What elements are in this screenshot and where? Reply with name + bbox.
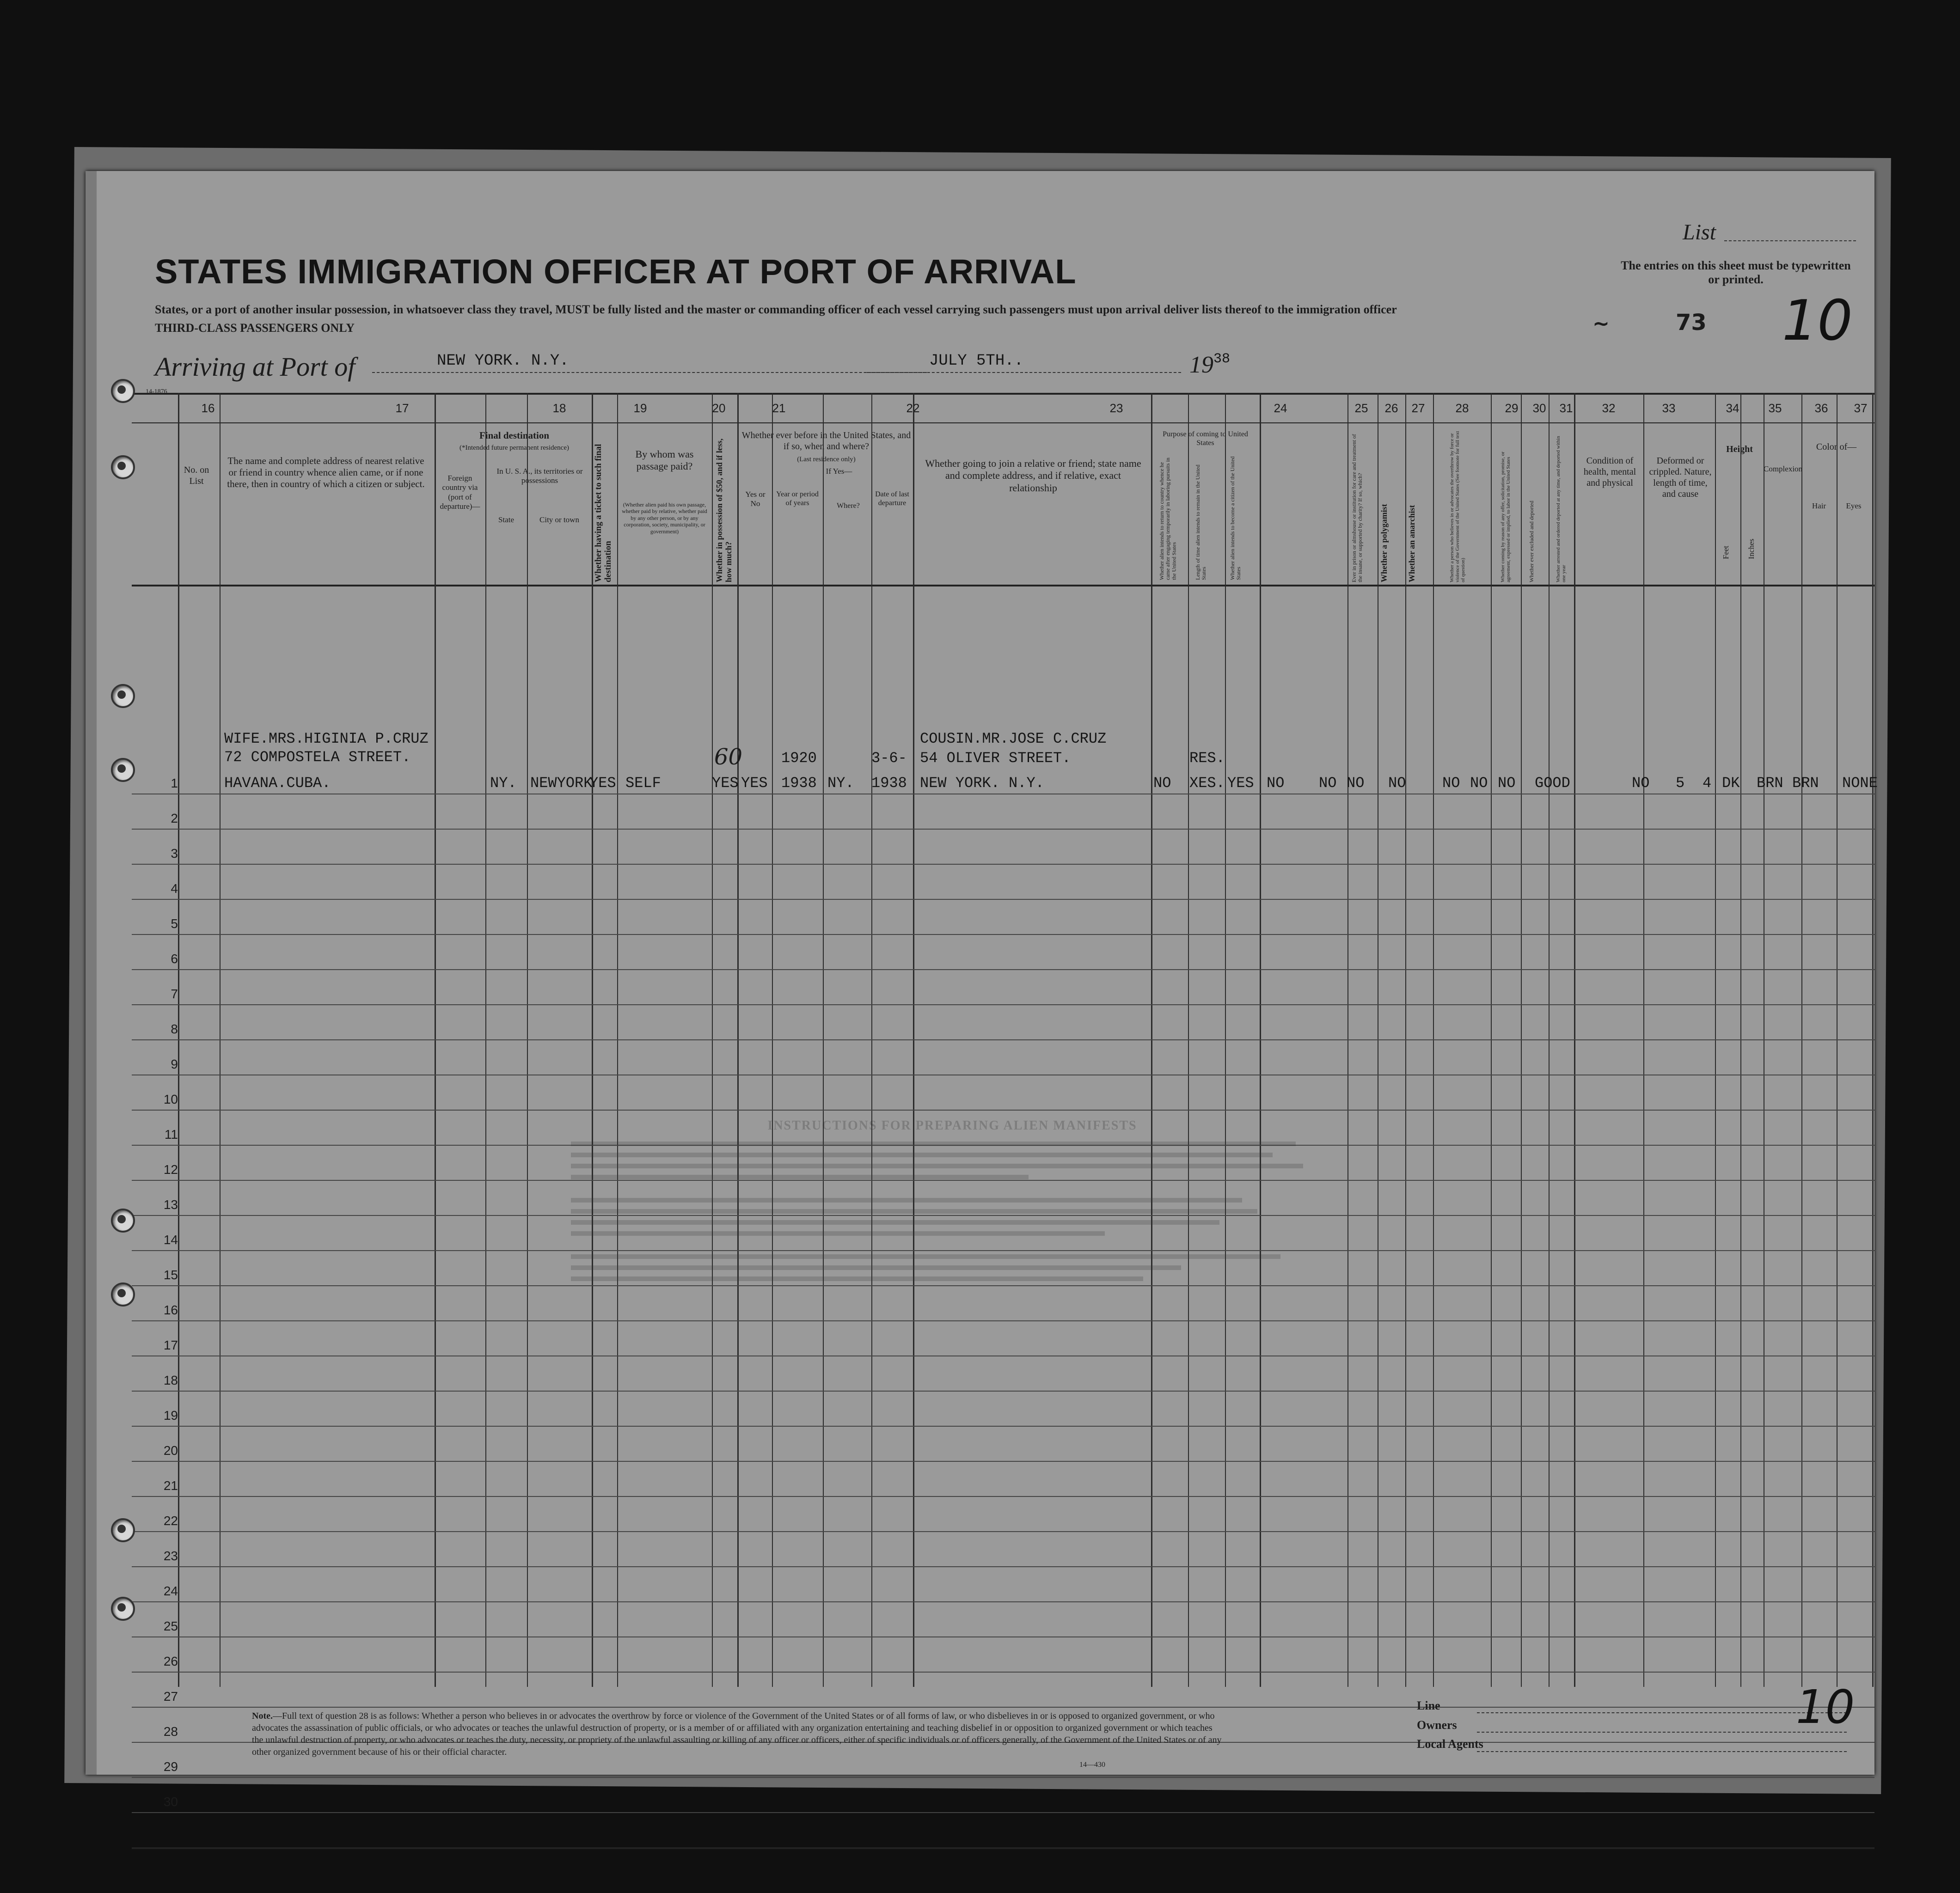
col-num: 36 (1814, 401, 1828, 415)
header-final-destination-sub: (*Intended future permanent residence) (459, 444, 569, 452)
entry-prison: NO (1267, 775, 1285, 792)
header-state: State (498, 515, 514, 524)
row-number: 18 (163, 1373, 178, 1387)
col-num: 32 (1602, 401, 1616, 415)
date-value: JULY 5TH.. (929, 352, 1024, 370)
footnote-text: —Full text of question 28 is as follows: Whether a person who believes in or advocates the overthrow by force or violence of the Government of the United States or of all forms of law, or who disbelieves in or is opposed to organized government, or who advocates the assassination of public officials, or who advocates or teaches the unlawful destruction of property, or is a member of or affiliated with any organization entertaining and teaching disbelief in or opposition to organized government or which teaches the unlawful destruction of property, or who advocates or teaches the duty, necessity, or propriety of the unlawful assaulting or killing of any officer or officers, either of specific individuals or of officers generally, of the Government of the United States or of any other organized government because of his or their official character. (252, 1711, 1222, 1757)
header-final-destination: Final destination (479, 430, 550, 441)
row-number: 21 (163, 1478, 178, 1493)
line-underline (1477, 1712, 1847, 1713)
header-return-country: Whether alien intends to return to country whence he came after engaging temporarily in laboring pursuits in the United States (1158, 458, 1177, 580)
port-value: NEW YORK. N.Y. (437, 352, 569, 370)
row-number: 8 (171, 1022, 178, 1036)
bleed-line (571, 1265, 1181, 1270)
row-rule (132, 864, 1874, 865)
header-offer-labor: Whether coming by reason of any offer, solicitation, promise, or agreement, expressed or implied, to labor in the United States (1500, 452, 1512, 582)
header-polygamist: Whether a polygamist (1379, 504, 1389, 582)
entry-date-1: 3-6- (871, 750, 907, 767)
line-label: Line (1417, 1699, 1440, 1712)
list-label: List (1683, 220, 1716, 244)
row-rule (132, 1707, 1874, 1708)
bleed-line (571, 1220, 1219, 1225)
bleed-line (571, 1142, 1296, 1146)
row-number: 28 (163, 1724, 178, 1739)
binding-hole (111, 684, 135, 708)
row-number: 16 (163, 1303, 178, 1317)
entry-ticket: YES (589, 775, 616, 792)
owners-underline (1477, 1732, 1847, 1733)
row-rule (132, 969, 1874, 970)
entry-anarchist: NO (1347, 775, 1365, 792)
row-rule (132, 1110, 1874, 1111)
bleed-line (571, 1164, 1303, 1168)
entry-length-stay-2: XES. (1189, 775, 1225, 792)
entry-deformed: NO (1632, 775, 1650, 792)
entry-relative-line3: HAVANA.CUBA. (224, 775, 331, 792)
header-height: Height (1726, 444, 1753, 454)
header-inches: Inches (1747, 538, 1756, 559)
col-num: 19 (633, 401, 647, 415)
col-num: 31 (1559, 401, 1573, 415)
header-where: Where? (837, 502, 860, 510)
bleed-line (571, 1209, 1257, 1214)
header-no-on-list: No. on List (184, 465, 209, 486)
row-number: 23 (163, 1549, 178, 1563)
row-number: 11 (164, 1127, 178, 1142)
row-rule (132, 1777, 1874, 1778)
header-if-yes: If Yes— (826, 467, 852, 476)
row-number: 17 (163, 1338, 178, 1352)
entry-q31: NO (1498, 775, 1516, 792)
footnote (252, 1710, 1223, 1758)
col-num: 28 (1455, 401, 1469, 415)
row-rule (132, 1847, 1874, 1849)
header-become-citizen: Whether alien intends to become a citizen of the United States (1229, 456, 1242, 580)
entry-q28: NO (1388, 775, 1406, 792)
column-header-band (132, 421, 1874, 586)
header-eyes: Eyes (1846, 501, 1862, 510)
list-underline (1724, 240, 1856, 241)
header-length-stay: Length of time alien intends to remain in the United States (1194, 464, 1207, 580)
row-rule (132, 1004, 1874, 1005)
header-city: City or town (539, 515, 579, 524)
handwritten-mark: ~ (1592, 312, 1610, 336)
header-feet: Feet (1721, 545, 1730, 559)
entry-complexion: DK (1722, 775, 1740, 792)
arriving-label: Arriving at Port of (155, 352, 355, 382)
header-fifty-dollars: Whether in possession of $50, and if less, how much? (715, 438, 733, 582)
corner-code: 14-1876 (146, 388, 167, 395)
header-last-residence: (Last residence only) (797, 456, 856, 463)
entry-where: NY. (827, 775, 854, 792)
row-number: 12 (163, 1162, 178, 1177)
entry-city: NEWYORK (530, 775, 593, 792)
col-num: 30 (1532, 401, 1546, 415)
entry-q29: NO (1442, 775, 1460, 792)
header-prison: Ever in prison or almshouse or institution for care and treatment of the insane, or supported by charity? If so, which? (1351, 434, 1364, 582)
row-rule (132, 899, 1874, 900)
entry-eyes: BRN (1792, 775, 1819, 792)
page-subtitle: States, or a port of another insular possession, in whatsoever class they travel, MUST be fully listed and the master or commanding officer of each vessel carrying such passengers must upon arrival deliver lists thereof to the immigration officer (155, 303, 1397, 316)
header-foreign-country: Foreign country via (port of departure)— (440, 474, 480, 511)
header-ticket: Whether having a ticket to such final destination (594, 444, 613, 582)
entry-money: YES (712, 775, 739, 792)
row-rule (132, 1812, 1874, 1813)
footnote-lead: Note. (252, 1711, 273, 1721)
agents-underline (1477, 1751, 1847, 1752)
header-in-usa: In U. S. A., its territories or possessions (496, 467, 583, 485)
row-number: 27 (163, 1689, 178, 1704)
bleed-line (571, 1231, 1105, 1236)
port-underline (372, 372, 927, 373)
col-num: 27 (1411, 401, 1425, 415)
bleed-through-text (571, 1118, 1334, 1581)
header-color-of: Color of— (1816, 442, 1857, 452)
header-ever-before: Whether ever before in the United States, and if so, when and where? (741, 430, 911, 452)
row-rule (132, 1039, 1874, 1040)
entry-health: GOOD (1535, 775, 1570, 792)
entry-marks: NONE (1842, 775, 1878, 792)
header-q28: Whether a person who believes in or advocates the overthrow by force or violence of the Government of the United States (See footnote for full text of question) (1449, 431, 1466, 582)
local-agents-label: Local Agents (1417, 1737, 1483, 1751)
entry-polygamist: NO (1319, 775, 1337, 792)
row-number: 22 (163, 1514, 178, 1528)
entry-join-line3: NEW YORK. N.Y. (920, 775, 1044, 792)
entry-length-stay-1: RES. (1189, 750, 1225, 767)
row-number: 6 (171, 952, 178, 966)
row-number: 7 (171, 987, 178, 1001)
row-number: 20 (163, 1443, 178, 1458)
bleed-line (571, 1153, 1273, 1157)
binding-hole (111, 1282, 135, 1307)
entry-q30: NO (1470, 775, 1488, 792)
col-num: 33 (1662, 401, 1676, 415)
year-value (1189, 351, 1230, 379)
handwritten-sheet-number: 10 (1782, 289, 1853, 353)
header-year-period: Year or period of years (776, 490, 819, 507)
row-rule (132, 829, 1874, 830)
row-number: 25 (163, 1619, 178, 1633)
footer-labels (1417, 1696, 1483, 1754)
row-number: 2 (171, 811, 178, 825)
header-relative: The name and complete address of nearest relative or friend in country whence alien came, or if none there, then in country of which a citizen or subject. (227, 455, 425, 490)
header-health: Condition of health, mental and physical (1583, 456, 1636, 488)
col-num: 18 (552, 401, 566, 415)
year-suffix: 38 (1213, 351, 1231, 367)
row-number: 5 (171, 916, 178, 931)
binding-hole (111, 1209, 135, 1233)
row-number: 14 (163, 1233, 178, 1247)
row-number: 3 (171, 846, 178, 861)
header-yes-no: Yes or No (745, 490, 766, 508)
entry-relative-line1: WIFE.MRS.HIGINIA P.CRUZ (224, 730, 429, 747)
header-passage-paid-note: (Whether alien paid his own passage, whether paid by relative, whether paid by any other person, or by any corporation, society, municipality, or government) (622, 501, 707, 535)
header-arrested: Whether arrested and ordered deported at any time, and deported within one year (1556, 436, 1567, 582)
entry-money-handwritten: 60 (714, 744, 743, 770)
row-number: 19 (163, 1408, 178, 1423)
binding-hole (111, 1518, 135, 1542)
manifest-sheet (86, 171, 1878, 1809)
entry-years-2: 1938 (781, 775, 817, 792)
row-number: 30 (163, 1795, 178, 1809)
header-passage-paid: By whom was passage paid? (635, 448, 694, 472)
binding-hole (111, 455, 135, 479)
col-num: 17 (395, 401, 409, 415)
class-line: THIRD-CLASS PASSENGERS ONLY (155, 321, 355, 335)
col-num: 29 (1505, 401, 1519, 415)
col-num: 34 (1726, 401, 1740, 415)
row-number: 15 (163, 1268, 178, 1282)
entry-relative-line2: 72 COMPOSTELA STREET. (224, 749, 411, 766)
entry-join-line1: COUSIN.MR.JOSE C.CRUZ (920, 730, 1107, 747)
col-num: 37 (1854, 401, 1868, 415)
form-number: 14—430 (1079, 1761, 1105, 1769)
entry-state: NY. (490, 775, 517, 792)
col-num: 26 (1384, 401, 1398, 415)
year-prefix: 19 (1189, 352, 1213, 378)
entry-inches: 4 (1703, 775, 1712, 792)
binding-hole (111, 758, 135, 782)
header-excluded: Whether ever excluded and deported (1528, 501, 1535, 582)
header-deformed: Deformed or crippled. Nature, length of time, and cause (1649, 456, 1712, 499)
entry-citizen: YES (1227, 775, 1254, 792)
handwritten-footer-number: 10 (1796, 1680, 1855, 1734)
page-title: STATES IMMIGRATION OFFICER AT PORT OF ARRIVAL (155, 252, 1077, 291)
row-number: 10 (163, 1092, 178, 1106)
row-number: 26 (163, 1654, 178, 1668)
row-number: 9 (171, 1057, 178, 1071)
row-number: 1 (171, 776, 178, 790)
col-num: 21 (772, 401, 786, 415)
row-number: 13 (163, 1197, 178, 1212)
handwritten-list-code: 73 (1676, 310, 1707, 336)
col-num: 22 (906, 401, 920, 415)
entry-feet: 5 (1676, 775, 1685, 792)
entries-note: The entries on this sheet must be typewritten or printed. (1621, 259, 1851, 286)
row-rule (132, 934, 1874, 935)
bleed-through-title: INSTRUCTIONS FOR PREPARING ALIEN MANIFESTS (767, 1118, 1137, 1133)
header-purpose: Purpose of coming to United States (1163, 430, 1248, 447)
col-num: 25 (1354, 401, 1368, 415)
header-join-relative: Whether going to join a relative or friend; state name and complete address, and if relative, exact relationship (925, 458, 1141, 494)
row-number: 24 (163, 1584, 178, 1598)
header-anarchist: Whether an anarchist (1407, 505, 1416, 582)
owners-label: Owners (1417, 1718, 1457, 1732)
row-number: 4 (171, 881, 178, 896)
col-num: 20 (712, 401, 726, 415)
entry-join-line2: 54 OLIVER STREET. (920, 750, 1071, 767)
entry-date-2: 1938 (871, 775, 907, 792)
bleed-line (571, 1254, 1280, 1259)
row-number: 29 (163, 1759, 178, 1774)
col-num: 23 (1109, 401, 1123, 415)
entry-paid-by: SELF (625, 775, 661, 792)
sheet-binding-edge (86, 171, 97, 1775)
col-num: 24 (1274, 401, 1287, 415)
bleed-line (571, 1175, 1029, 1179)
col-num: 35 (1768, 401, 1782, 415)
date-underline (867, 372, 1181, 373)
binding-hole (111, 1597, 135, 1621)
bleed-line (571, 1276, 1143, 1281)
col-num: 16 (201, 401, 215, 415)
entry-hair: BRN (1757, 775, 1783, 792)
bleed-line (571, 1198, 1242, 1203)
entry-ever-before: YES (741, 775, 768, 792)
row-rule (132, 1601, 1874, 1602)
entry-return-country: NO (1153, 775, 1171, 792)
header-date-departure: Date of last departure (875, 490, 909, 507)
header-hair: Hair (1812, 501, 1826, 510)
binding-hole (111, 379, 135, 403)
row-rule (132, 1672, 1874, 1673)
entry-years-1: 1920 (781, 750, 817, 767)
column-number-band (132, 393, 1874, 423)
header-complexion: Complexion (1764, 464, 1803, 473)
